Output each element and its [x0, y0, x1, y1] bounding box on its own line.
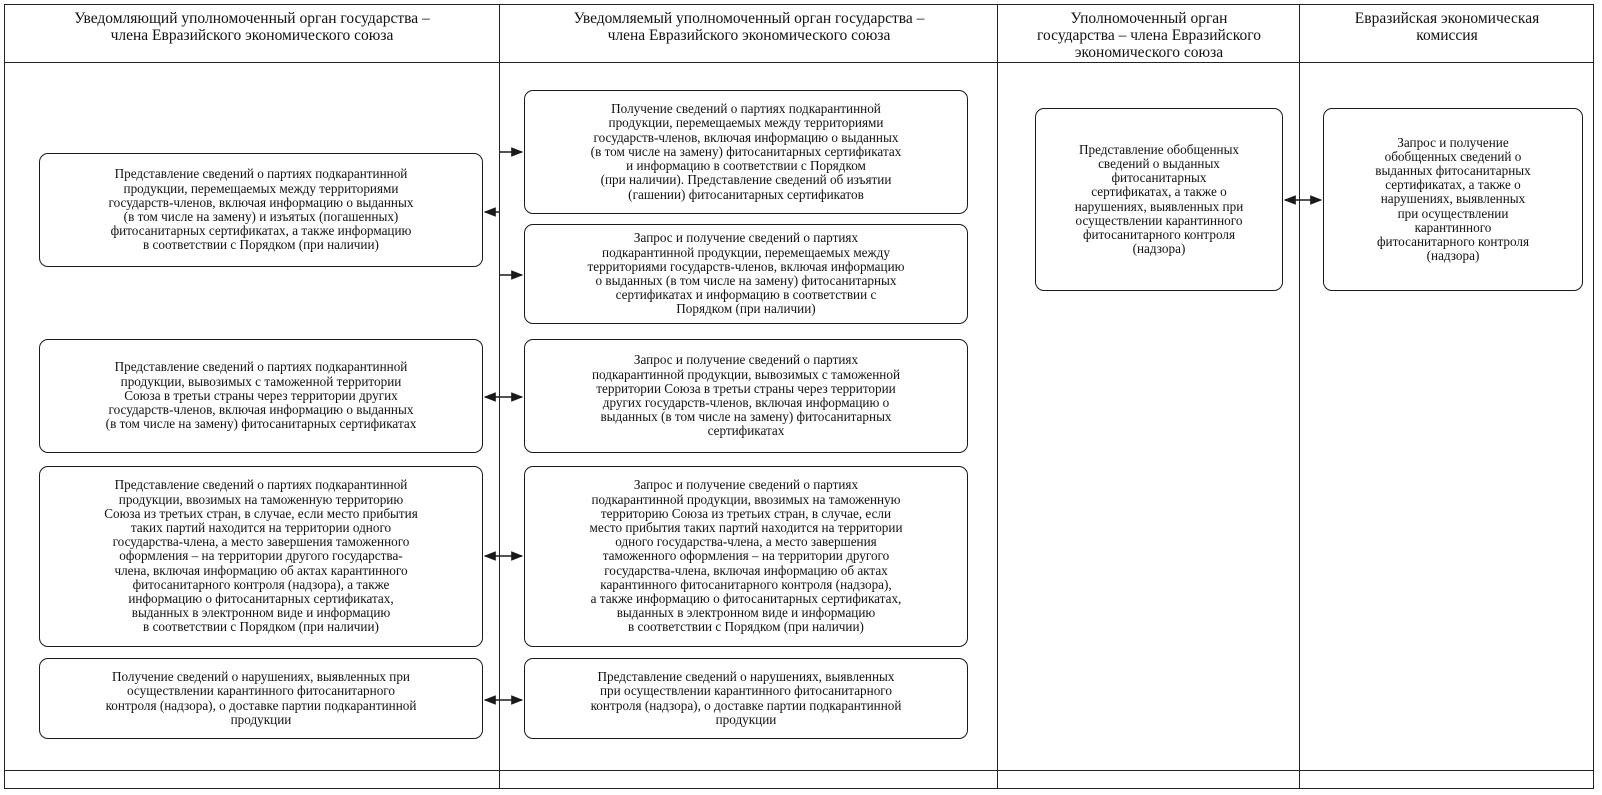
- header-notified-body: Уведомляемый уполномоченный орган государства – члена Евразийского экономического союза: [573, 10, 925, 44]
- notified-box-import-request: Запрос и получение сведений о партиях подкарантинной продукции, ввозимых на таможенную территорию Союза из третьих стран, в случае, если место прибытия таких партий находится на территории одного государства-члена, а место завершения таможенного оформления – на территории другого государства-члена, включая информацию об актах карантинного фитосанитарного контроля (надзора), а также информацию о фитосанитарных сертификатах, выданных в электронном виде и информацию в соответствии с Порядком (при наличии): [524, 466, 968, 647]
- notified-box-export-request: Запрос и получение сведений о партиях подкарантинной продукции, вывозимых с таможенной территории Союза в третьи страны через территории других государств-членов, включая информацию о выданных (в том числе на замену) фитосанитарных сертификатах: [524, 339, 968, 453]
- notified-box-transit-receipt: Получение сведений о партиях подкарантинной продукции, перемещаемых между территориями государств-членов, включая информацию о выданных (в том числе на замену) фитосанитарных сертификатах и информацию в соответствии с Порядком (при наличии). Представление сведений об изъятии (гашении) фитосанитарных сертификатов: [524, 90, 968, 214]
- notifying-box-violations: Получение сведений о нарушениях, выявленных при осуществлении карантинного фитосанитарного контроля (надзора), о доставке партии подкарантинной продукции: [39, 658, 483, 739]
- notified-box-violations: Представление сведений о нарушениях, выявленных при осуществлении карантинного фитосанитарного контроля (надзора), о доставке партии подкарантинной продукции: [524, 658, 968, 739]
- notifying-box-export-third-countries: Представление сведений о партиях подкарантинной продукции, вывозимых с таможенной территории Союза в третьи страны через территории других государств-членов, включая информацию о выданных (в том числе на замену) фитосанитарных сертификатах: [39, 339, 483, 453]
- header-authorized-body: Уполномоченный орган государства – члена Евразийского экономического союза: [1037, 10, 1261, 61]
- header-commission: Евразийская экономическая комиссия: [1354, 10, 1540, 44]
- authorized-body-box-summary: Представление обобщенных сведений о выданных фитосанитарных сертификатах, а также о нарушениях, выявленных при осуществлении карантинного фитосанитарного контроля (надзора): [1035, 108, 1283, 291]
- notified-box-transit-request: Запрос и получение сведений о партиях подкарантинной продукции, перемещаемых между территориями государств-членов, включая информацию о выданных (в том числе на замену) фитосанитарных сертификатах и информацию в соответствии с Порядком (при наличии): [524, 224, 968, 324]
- commission-box-summary-request: Запрос и получение обобщенных сведений о выданных фитосанитарных сертификатах, а также о нарушениях, выявленных при осуществлении карантинного фитосанитарного контроля (надзора): [1323, 108, 1583, 291]
- header-notifying-body: Уведомляющий уполномоченный орган государства – члена Евразийского экономического союза: [74, 10, 430, 44]
- notifying-box-import-third-countries: Представление сведений о партиях подкарантинной продукции, ввозимых на таможенную территорию Союза из третьих стран, в случае, если место прибытия таких партий находится на территории одного государства-члена, а место завершения таможенного оформления – на территории другого государства- члена, включая информацию об актах карантинного фитосанитарного контроля (надзора), а также информацию о фитосанитарных сертификатах, выданных в электронном виде и информацию в соответствии с Порядком (при наличии): [39, 466, 483, 647]
- notifying-box-transit-between-states: Представление сведений о партиях подкарантинной продукции, перемещаемых между территориями государств-членов, включая информацию о выданных (в том числе на замену) и изъятых (погашенных) фитосанитарных сертификатах, а также информацию в соответствии с Порядком (при наличии): [39, 153, 483, 267]
